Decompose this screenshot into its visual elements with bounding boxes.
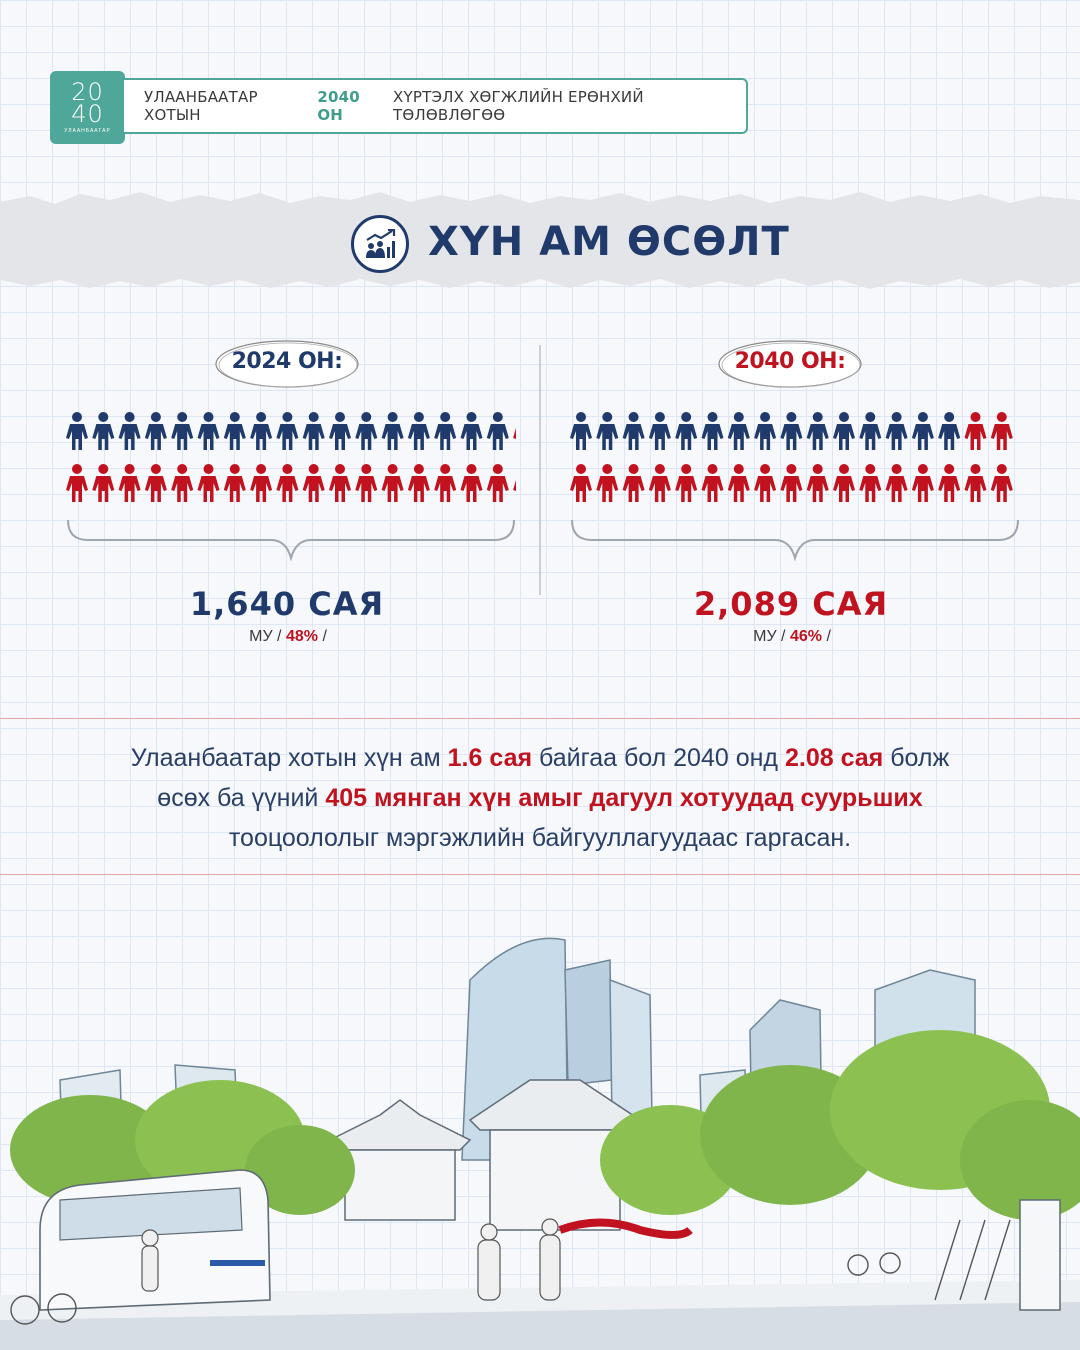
person-icon-blue [596, 412, 618, 450]
person-icon-red [355, 464, 377, 502]
person-icon-blue [570, 412, 592, 450]
people-icons-2024 [66, 412, 516, 512]
header-title-start: УЛААНБААТАР ХОТЫН [144, 88, 258, 124]
share-2024 [188, 628, 388, 646]
person-icon-red [66, 464, 88, 502]
masterplan-logo [50, 71, 125, 144]
person-icon-red [303, 464, 325, 502]
person-icon-red [570, 464, 592, 502]
header-title-highlight: 2040 ОН [317, 88, 360, 124]
para-text-5: тооцоололыг мэргэжлийн байгууллагуудаас гаргасан. [228, 824, 852, 852]
person-icon-blue [461, 412, 483, 450]
total-2040: 2,089 САЯ [693, 585, 889, 623]
person-icon-blue [145, 412, 167, 450]
person-icon-blue [912, 412, 934, 450]
logo-year-bottom: 40 [71, 100, 104, 128]
person-icon-blue [807, 412, 829, 450]
column-divider [539, 345, 541, 595]
person-icon-blue [171, 412, 193, 450]
person-icon-red [623, 464, 645, 502]
person-icon-red [434, 464, 456, 502]
person-icon-red [513, 412, 516, 450]
city-street-illustration [0, 900, 1080, 1350]
person-icon-blue [754, 412, 776, 450]
person-icon-blue [938, 412, 960, 450]
section-title: ХҮН АМ ӨСӨЛТ [428, 219, 790, 265]
para-text-4: өсөх ба үүний [157, 784, 326, 812]
logo-subtitle: УЛААНБААТАР [64, 128, 111, 134]
para-text-2: байгаа бол 2040 онд [532, 744, 785, 772]
person-icon-red [965, 464, 987, 502]
para-text-3: болж [883, 744, 950, 772]
person-icon-red [513, 464, 516, 502]
share-2024-prefix: МУ / [249, 628, 282, 645]
logo-year-top: 20 [71, 78, 104, 106]
person-icon-red [92, 464, 114, 502]
person-icon-blue [434, 412, 456, 450]
para-highlight-2: 2.08 сая [784, 744, 884, 772]
person-icon-red [596, 464, 618, 502]
person-icon-blue [250, 412, 272, 450]
summary-paragraph [60, 738, 1020, 858]
person-icon-blue [675, 412, 697, 450]
person-icon-red [833, 464, 855, 502]
person-icon-red [886, 464, 908, 502]
person-icon-red [145, 464, 167, 502]
person-icon-red [487, 464, 509, 502]
person-icon-red [754, 464, 776, 502]
person-icon-red [859, 464, 881, 502]
person-icon-blue [649, 412, 671, 450]
brace-2040 [570, 518, 1020, 562]
person-icon-red [991, 464, 1013, 502]
bottom-rule [0, 874, 1080, 875]
person-icon-blue [886, 412, 908, 450]
header-title-bar [124, 78, 748, 134]
person-icon-red [119, 464, 141, 502]
year-label-2040: 2040 ОН: [734, 349, 846, 374]
person-icon-blue [623, 412, 645, 450]
share-2040-suffix: / [826, 628, 831, 645]
person-icon-red [702, 464, 724, 502]
person-icon-red [938, 464, 960, 502]
person-icon-blue [487, 412, 509, 450]
person-icon-blue [276, 412, 298, 450]
person-icon-blue [780, 412, 802, 450]
top-rule [0, 718, 1080, 719]
year-label-2024: 2024 ОН: [231, 349, 343, 374]
person-icon-red [965, 412, 987, 450]
person-icon-blue [833, 412, 855, 450]
person-icon-blue [859, 412, 881, 450]
person-icon-red [728, 464, 750, 502]
person-icon-red [912, 464, 934, 502]
person-icon-blue [119, 412, 141, 450]
person-icon-blue [329, 412, 351, 450]
person-icon-red [675, 464, 697, 502]
person-icon-blue [728, 412, 750, 450]
person-icon-red [224, 464, 246, 502]
people-icons-2040 [570, 412, 1020, 512]
person-icon-red [382, 464, 404, 502]
person-icon-red [198, 464, 220, 502]
person-icon-blue [66, 412, 88, 450]
person-icon-red [649, 464, 671, 502]
person-icon-red [250, 464, 272, 502]
share-2040 [692, 628, 892, 646]
person-icon-red [461, 464, 483, 502]
header-title-end: ХҮРТЭЛХ ХӨГЖЛИЙН ЕРӨНХИЙ ТӨЛӨВЛӨГӨӨ [393, 88, 644, 124]
share-2024-percent: 48% [285, 628, 318, 645]
person-icon-red [991, 412, 1013, 450]
person-icon-red [171, 464, 193, 502]
person-icon-blue [702, 412, 724, 450]
person-icon-red [408, 464, 430, 502]
para-highlight-3: 405 мянган хүн амыг дагуул хотуудад суурьших [325, 784, 923, 812]
para-highlight-1: 1.6 сая [447, 744, 533, 772]
share-2040-prefix: МУ / [753, 628, 786, 645]
brace-2024 [66, 518, 516, 562]
person-icon-blue [224, 412, 246, 450]
person-icon-red [329, 464, 351, 502]
person-icon-red [780, 464, 802, 502]
person-icon-red [807, 464, 829, 502]
para-text-1: Улаанбаатар хотын хүн ам [130, 744, 448, 772]
population-growth-icon [351, 215, 409, 273]
total-2024: 1,640 САЯ [189, 585, 385, 623]
person-icon-blue [382, 412, 404, 450]
person-icon-blue [92, 412, 114, 450]
share-2024-suffix: / [322, 628, 327, 645]
person-icon-blue [198, 412, 220, 450]
person-icon-blue [408, 412, 430, 450]
person-icon-blue [303, 412, 325, 450]
share-2040-percent: 46% [789, 628, 822, 645]
person-icon-blue [355, 412, 377, 450]
person-icon-red [276, 464, 298, 502]
